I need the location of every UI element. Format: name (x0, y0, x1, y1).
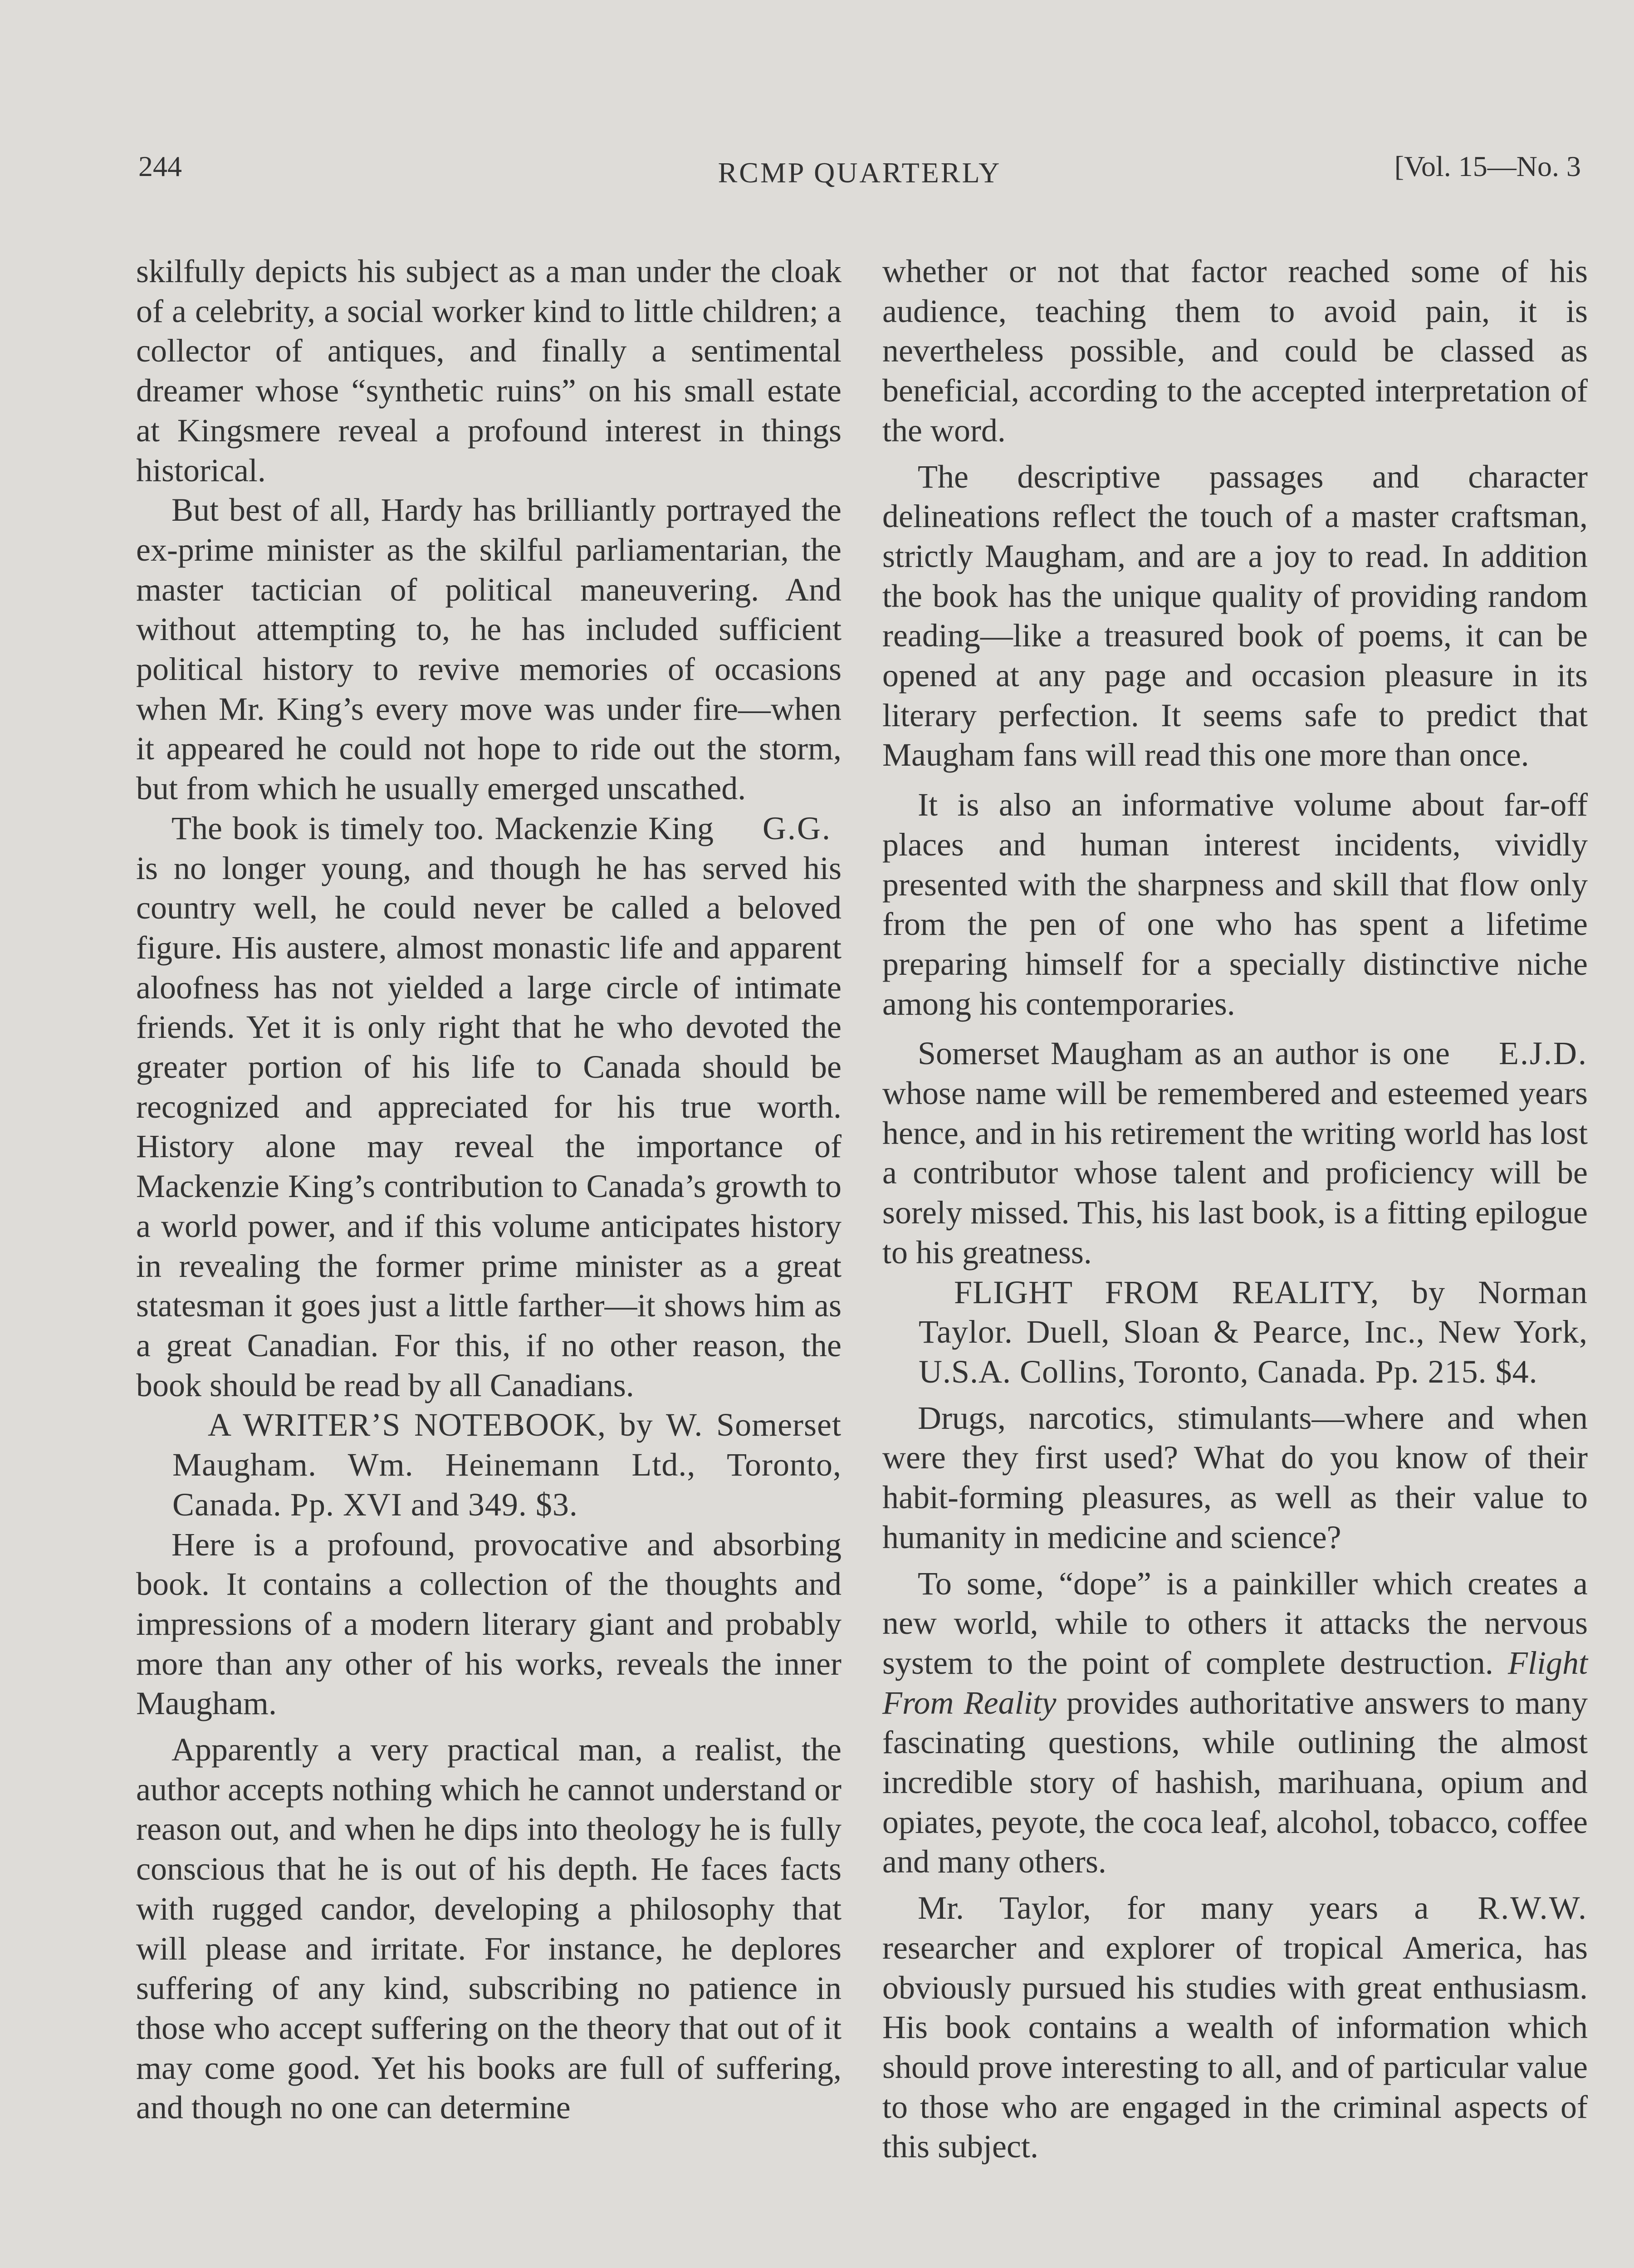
left-column (136, 252, 841, 2128)
reviewer-initials: R.W.W. (1477, 1890, 1588, 1926)
journal-title: RCMP QUARTERLY (718, 156, 1002, 189)
review1-paragraph (136, 809, 841, 1406)
review1-paragraph: But best of all, Hardy has brilliantly portrayed the ex-prime minister as the skilful parliamentarian, the master tactician of political maneuvering. And without attempting to, he has included sufficient political history to revive memories of occasions when Mr. King’s every move was under fire—when it appeared he could not hope to ride out the storm, but from which he usually emerged unscathed. (136, 492, 841, 807)
book-title-italic: Flight From Reality (882, 1644, 1588, 1721)
review2-paragraph: Apparently a very practical man, a realist, the author accepts nothing which he cannot understand or reason out, and when he dips into theology he is fully conscious that he is out of his depth. He faces facts with rugged candor, developing a philosophy that will please and irritate. For instance, he deplores suffering of any kind, subscribing no patience in those who accept suffering on the theory that out of it may come good. Yet his books are full of suffering, and though no one can determine (136, 1731, 841, 2126)
paragraph-text: To some, “dope” is a painkiller which creates a new world, while to others it attacks the nervous system to the point of complete destruction. (882, 1565, 1588, 1681)
reviewer-initials: E.J.D. (1499, 1035, 1588, 1072)
review-heading-flight-from-reality (882, 1273, 1588, 1392)
right-column (882, 252, 1588, 2167)
review2-paragraph (882, 1034, 1588, 1272)
book-citation: FLIGHT FROM REALITY, by Norman Taylor. Duell, Sloan & Pearce, Inc., New York, U.S.A. Collins, Toronto, Canada. Pp. 215. $4. (919, 1274, 1588, 1390)
review3-paragraph (882, 1888, 1588, 2167)
page-number: 244 (138, 150, 182, 182)
paragraph-text: provides authoritative answers to many fascinating questions, while outlining the almost incredible story of hashish, marihuana, opium and opiates, peyote, the coca leaf, alcohol, tobacco, coffee and many others. (882, 1684, 1588, 1880)
paragraph-text: Mr. Taylor, for many years a researcher and explorer of tropical America, has obviously pursued his studies with great enthusiasm. His book contains a wealth of information which should prove interesting to all, and of particular value to those who are engaged in the criminal aspects of this subject. (882, 1890, 1588, 2165)
book-citation: A WRITER’S NOTEBOOK, by W. Somerset Maugham. Wm. Heinemann Ltd., Toronto, Canada. Pp. XVI and 349. $3. (172, 1407, 841, 1523)
volume-issue: [Vol. 15—No. 3 (1394, 150, 1581, 182)
review1-paragraph: skilfully depicts his subject as a man under the cloak of a celebrity, a social worker kind to little children; a collector of antiques, and finally a sentimental dreamer whose “synthetic ruins” on his small estate at Kingsmere reveal a profound interest in things historical. (136, 253, 841, 489)
review2-paragraph: The descriptive passages and character delineations reflect the touch of a master craftsman, strictly Maugham, and are a joy to read. In addition the book has the unique quality of providing random reading—like a treasured book of poems, it can be opened at any page and occasion pleasure in its literary perfection. It seems safe to predict that Maugham fans will read this one more than once. (882, 458, 1588, 773)
review2-paragraph: It is also an informative volume about far-off places and human interest incidents, vividly presented with the sharpness and skill that flow only from the pen of one who has spent a lifetime preparing himself for a specially distinctive niche among his contemporaries. (882, 787, 1588, 1022)
review-heading-writers-notebook (136, 1405, 841, 1525)
review2-paragraph: Here is a profound, provocative and absorbing book. It contains a collection of the thoughts and impressions of a modern literary giant and probably more than any other of his works, reveals the inner Maugham. (136, 1526, 841, 1722)
review3-paragraph: Drugs, narcotics, stimulants—where and when were they first used? What do you know of their habit-forming pleasures, as well as their value to humanity in medicine and science? (882, 1399, 1588, 1555)
running-header (138, 150, 1581, 200)
review3-paragraph (882, 1564, 1588, 1882)
reviewer-initials: G.G. (763, 810, 832, 846)
paragraph-text: Somerset Maugham as an author is one whose name will be remembered and esteemed years hence, and in his retirement the writing world has lost a contributor whose talent and proficiency will be sorely missed. This, his last book, is a fitting epilogue to his greatness. (882, 1035, 1588, 1271)
review2-paragraph: whether or not that factor reached some of his audience, teaching them to avoid pain, it is nevertheless possible, and could be classed as beneficial, according to the accepted interpretation of the word. (882, 253, 1588, 449)
paragraph-text: The book is timely too. Mackenzie King is no longer young, and though he has served his country well, he could never be called a beloved figure. His austere, almost monastic life and apparent aloofness has not yielded a large circle of intimate friends. Yet it is only right that he who devoted the greater portion of his life to Canada should be recognized and appreciated for his true worth. History alone may reveal the importance of Mackenzie King’s contribution to Canada’s growth to a world power, and if this volume anticipates history in revealing the former prime minister as a great statesman it goes just a little farther—it shows him as a great Canadian. For this, if no other reason, the book should be read by all Canadians. (136, 810, 841, 1403)
